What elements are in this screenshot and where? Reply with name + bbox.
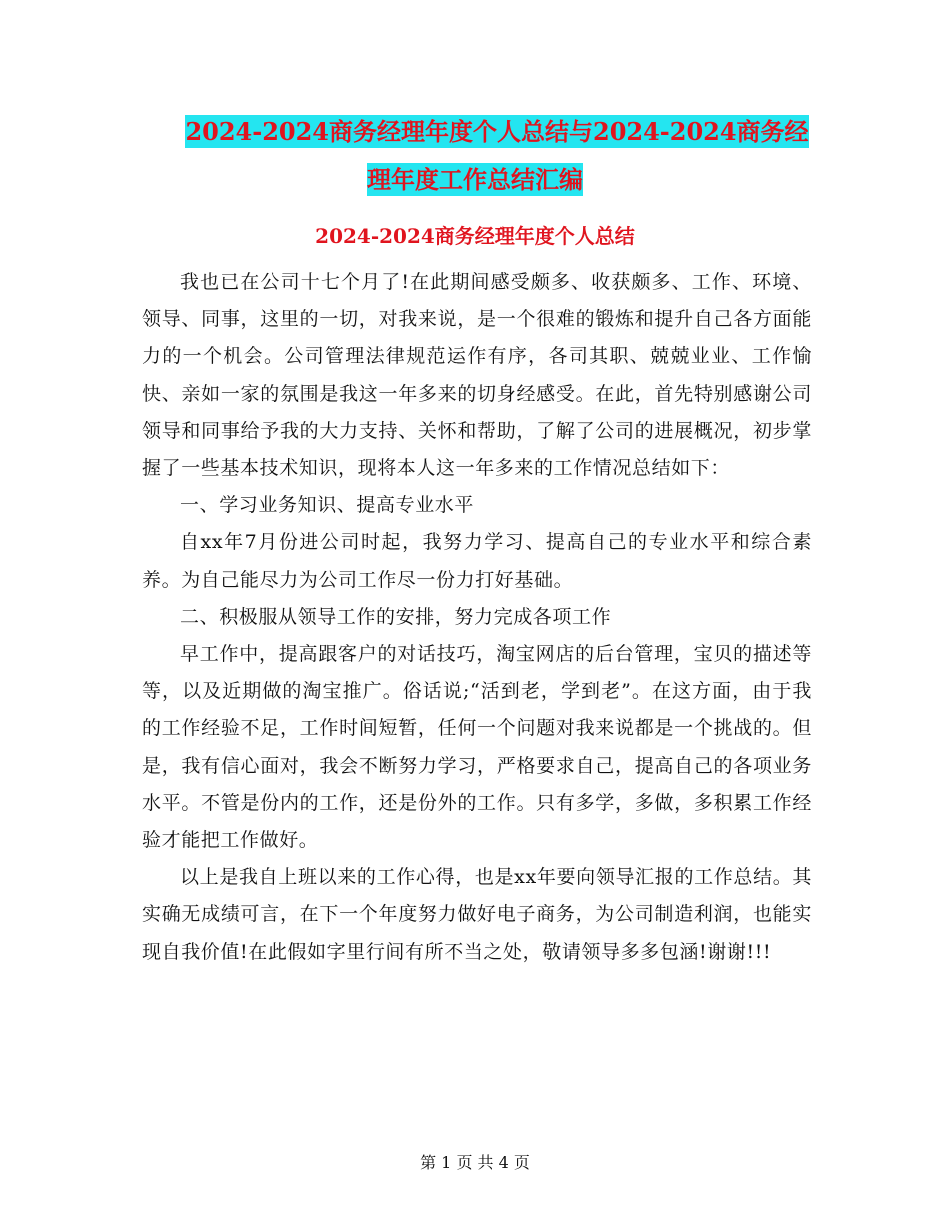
paragraph-study: 自xx年7月份进公司时起，我努力学习、提高自己的专业水平和综合素养。为自己能尽力为公司工作尽一份力打好基础。 (142, 531, 812, 591)
paragraph-work: 早工作中，提高跟客户的对话技巧，淘宝网店的后台管理，宝贝的描述等等，以及近期做的淘宝推广。俗话说;“活到老，学到老”。在这方面，由于我的工作经验不足，工作时间短暂，任何一个问题对我来说都是一个挑战的。但是，我有信心面对，我会不断努力学习，严格要求自己，提高自己的各项业务水平。不管是份内的工作，还是份外的工作。只有多学，多做，多积累工作经验才能把工作做好。 (142, 643, 812, 852)
document-title (0, 108, 950, 204)
document-body (142, 264, 812, 971)
heading-two: 二、积极服从领导工作的安排，努力完成各项工作 (180, 605, 612, 628)
paragraph-intro: 我也已在公司十七个月了!在此期间感受颇多、收获颇多、工作、环境、领导、同事，这里的一切，对我来说，是一个很难的锻炼和提升自己各方面能力的一个机会。公司管理法律规范运作有序，各司其职、兢兢业业、工作愉快、亲如一家的氛围是我这一年多来的切身经感受。在此，首先特别感谢公司领导和同事给予我的大力支持、关怀和帮助，了解了公司的进展概况，初步掌握了一些基本技术知识，现将本人这一年多来的工作情况总结如下： (142, 271, 812, 480)
document-title-line-1: 2024-2024商务经理年度个人总结与2024-2024商务经 (185, 117, 809, 146)
document-title-line-2: 理年度工作总结汇编 (367, 165, 583, 194)
heading-one: 一、学习业务知识、提高专业水平 (180, 494, 475, 517)
page-number-footer: 第 1 页 共 4 页 (420, 1153, 530, 1172)
paragraph-conclusion: 以上是我自上班以来的工作心得，也是xx年要向领导汇报的工作总结。其实确无成绩可言，在下一个年度努力做好电子商务，为公司制造利润，也能实现自我价值!在此假如字里行间有所不当之处，敬请领导多多包涵!谢谢!!! (142, 866, 812, 963)
section-title: 2024-2024商务经理年度个人总结 (315, 224, 635, 248)
